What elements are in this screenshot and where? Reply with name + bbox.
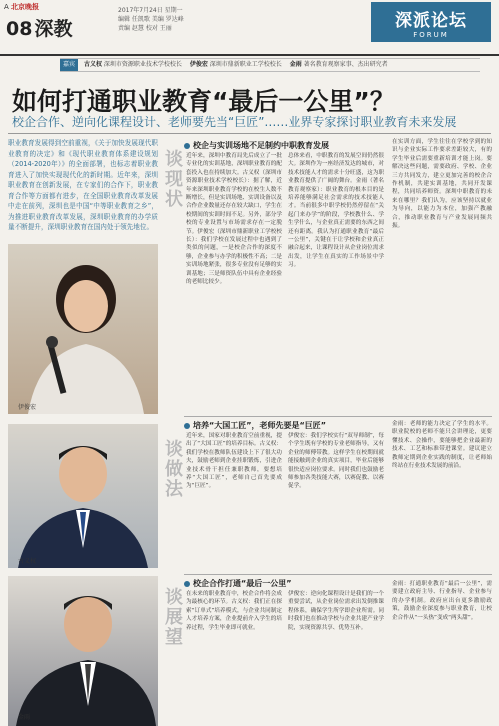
portrait-photo [8, 576, 158, 726]
section-heading [184, 420, 326, 431]
page-header [0, 0, 499, 56]
paper-name: 北京晚报 [11, 3, 40, 11]
guest-name: 金雨 [289, 61, 302, 68]
edition-letter: A [4, 3, 9, 11]
portrait-photo [8, 424, 158, 568]
bullet-icon [184, 423, 190, 429]
man-portrait-image [8, 424, 158, 568]
guest-item [84, 61, 182, 68]
article-column: 在未来的职业教育中，校企合作将会成为最核心的环节。古义权：我们正在探索“订单式”培养模式，与企业共同制定人才培养方案，企业提前介入学生的培养过程，学生毕业即可就业。 [186, 591, 282, 631]
section-heading [184, 140, 329, 151]
guest-item [290, 61, 388, 68]
woman-portrait-image [8, 244, 158, 414]
guest-role: 著名教育观察家事、杰出研究者 [303, 61, 388, 68]
bullet-icon [184, 143, 190, 149]
section-heading-text: 培养“大国工匠”，老师先要是“巨匠” [193, 421, 327, 430]
guest-name: 伊俊宏 [189, 61, 208, 68]
article-column: 近年来，国家对职业教育空前重视，提出了“大国工匠”的培养目标。古义权：我们学校在教师队伍建设上下了很大功夫，鼓励老师到企业挂职锻炼，引进企业技术骨干担任兼职教师，要想培养“大国工匠”，老师自己首先要成为“巨匠”。 [186, 433, 282, 490]
section-heading [184, 578, 292, 589]
photo-caption: 伊俊宏 [18, 404, 37, 411]
section-title [6, 14, 72, 41]
section-side-label: 谈展望 [165, 587, 183, 648]
editor-line: 编辑 任凯歌 美编 罗达峰 [118, 16, 184, 23]
headline: 如何打通职业教育“最后一公里”？ [12, 87, 395, 116]
logo-subtext: FORUM [413, 31, 449, 39]
guest-bar [60, 58, 480, 72]
portrait-photo [8, 244, 158, 414]
edition-mark [4, 2, 39, 12]
forum-logo [371, 2, 491, 42]
article-column: 在实训方面，学生往往在学校学到的知识与企业实际工作要求差距较大，有的学生毕业后需要重新培训才能上岗。要解决这些问题，需要政府、学校、企业三方共同发力，建立更加完善的校企合作机制，共建实训基地，共同开发课程，共同培养师资。深圳中职教育的未来在哪里？我们认为，应该坚持以就业为导向，以能力为本位，加强产教融合，推动职业教育与产业发展同频共振。 [392, 139, 492, 230]
guest-role: 深圳市资源职业技术学校校长 [103, 61, 182, 68]
photo-caption: 古义权 [18, 558, 37, 565]
section-side-label: 谈做法 [165, 439, 183, 500]
proof-line: 责编 赵慧 校对 王丽 [118, 25, 172, 32]
page-number: 08 [6, 18, 33, 40]
article-column: 金雨：老师的能力决定了学生的水平。职业院校的老师不能只会讲理论，更要懂技术、会操作，要能够把企业最新的技术、工艺和标准带进课堂。建议建立教师定期到企业实践的制度，让老师始终站在行业技术发展的前沿。 [392, 421, 492, 470]
article-column: 金雨：打通职业教育“最后一公里”，需要建立政府主导、行业指导、企业参与的办学机制。政府应出台更多激励政策，鼓励企业深度参与职业教育，让校企合作从“一头热”变成“两头甜”。 [392, 581, 492, 621]
divider [184, 574, 492, 575]
article-column: 近年来，深圳中教育局先后成立了一批专业化的实训基地，深圳职业教育的配套投入也在持续加大。古义权（深圳市资源职业技术学校校长）：据了解，近年来深圳职业教育学校的在校生人数不断增长，但是实训场地、实训设备以及合作企业数量还存在较大缺口，学生在校期间的实训时间不足。另外，部分学校的专业设置与市场需求存在一定脱节。伊俊宏（深圳市鼎新职业工学校校长）：我们学校在发展过程中也遇到了类似的问题，一是校企合作的深度不够，企业参与办学的积极性不高；二是实训场地紧张，很多专业没有足够的实训基地；三是师资队伍中具有企业经验的老师比较少。 [186, 153, 282, 286]
article-column: 伊俊宏：逆向化课程设计是我们的一个重要尝试，从企业岗位需求出发倒推课程体系，确保学生所学即企业所需。同时我们也在推动学校与企业共建产业学院，实现资源共享、优势互补。 [288, 591, 384, 631]
logo-text: 深派论坛 [395, 11, 467, 31]
issue-date: 2017年7月24日 星期一 [118, 7, 183, 14]
section-side-label: 谈现状 [165, 149, 183, 210]
article-column: 总体来看，中职教育的发展空间仍然很大。深圳作为一座经济发达的城市，对技术技能人才的需求十分旺盛，这为职业教育提供了广阔的舞台。金雨（著名教育观察家）：职业教育的根本目的是培养能够满足社会需求的技术技能人才。当前很多中职学校仍然停留在“关起门来办学”的阶段，学校教什么、学生学什么，与企业真正需要的东西之间还有距离。我认为打通职业教育“最后一公里”，关键在于让学校和企业真正融合起来，让课程设计从企业岗位需求出发，让学生在真实的工作场景中学习。 [288, 153, 384, 269]
guest-name: 古义权 [83, 61, 102, 68]
section-name: 深教 [34, 18, 73, 40]
divider [8, 133, 491, 134]
man-portrait-image [8, 576, 158, 726]
section-heading-text: 校企合作打通“最后一公里” [193, 579, 292, 588]
lead-paragraph: 职业教育发展得到空前重视，《关于加快发展现代职业教育的决定》和《现代职业教育体系建设规划（2014-2020年）》的全面部署，也标志着职业教育进入了加快实现现代化的新时期。近年来，深圳职业教育在创新发展，在专家们的合作下，职业教育合作等方面都有进步，在全国职业教育改革发展中走在前列，深圳也是中国“中等职业教育之乡”，为推进职业教育改革发展，深圳职业教育的办学质量不断提升，深圳职业教育在国内处于领先地位。 [8, 139, 158, 231]
bullet-icon [184, 581, 190, 587]
guest-tag: 嘉宾 [60, 59, 78, 71]
section-heading-text: 校企与实训场地不足制约中职教育发展 [193, 141, 329, 150]
divider [184, 416, 492, 417]
photo-caption: 金雨 [18, 714, 31, 721]
subheadline: 校企合作、逆向化课程设计、老师要先当“巨匠”……业界专家探讨职业教育未来发展 [12, 115, 457, 129]
guest-role: 深圳市鼎新职业工学校校长 [209, 61, 282, 68]
issue-meta [118, 6, 248, 33]
article-column: 伊俊宏：我们学校实行“双导师制”，每个学生既有学校的专业老师指导，又有企业的师傅带教。这样学生在校期间就能接触到企业的真实项目，毕业后能够很快适应岗位要求。同时我们也鼓励老师参加各类技能大赛，以赛促教、以赛促学。 [288, 433, 384, 490]
guest-item [190, 61, 282, 68]
